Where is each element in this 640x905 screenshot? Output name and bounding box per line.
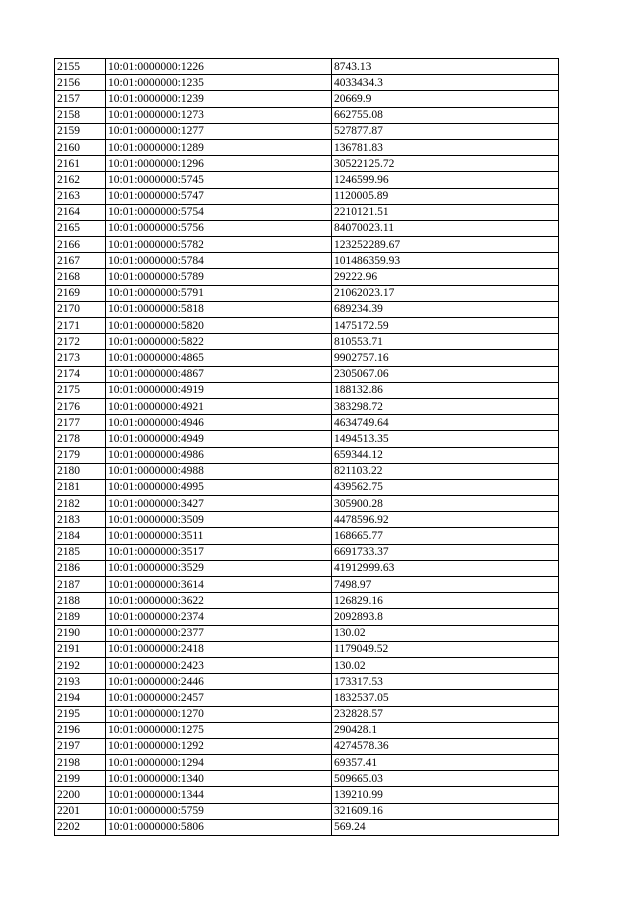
row-number-cell: 2197	[55, 738, 106, 754]
row-number-cell: 2189	[55, 609, 106, 625]
table-row	[55, 220, 559, 236]
row-number-cell: 2184	[55, 528, 106, 544]
cadastral-number-cell: 10:01:0000000:3509	[106, 512, 332, 528]
table-row	[55, 463, 559, 479]
table-row	[55, 787, 559, 803]
value-cell: 2305067.06	[332, 366, 559, 382]
value-cell: 123252289.67	[332, 237, 559, 253]
value-cell: 30522125.72	[332, 156, 559, 172]
value-cell: 8743.13	[332, 59, 559, 75]
table-row	[55, 253, 559, 269]
value-cell: 84070023.11	[332, 220, 559, 236]
value-cell: 290428.1	[332, 722, 559, 738]
value-cell: 188132.86	[332, 382, 559, 398]
row-number-cell: 2166	[55, 237, 106, 253]
row-number-cell: 2190	[55, 625, 106, 641]
row-number-cell: 2180	[55, 463, 106, 479]
cadastral-number-cell: 10:01:0000000:4949	[106, 431, 332, 447]
table-row	[55, 625, 559, 641]
value-cell: 4274578.36	[332, 738, 559, 754]
table-row	[55, 657, 559, 673]
cadastral-number-cell: 10:01:0000000:2374	[106, 609, 332, 625]
value-cell: 569.24	[332, 819, 559, 835]
table-row	[55, 204, 559, 220]
row-number-cell: 2193	[55, 674, 106, 690]
value-cell: 1475172.59	[332, 318, 559, 334]
cadastral-number-cell: 10:01:0000000:1296	[106, 156, 332, 172]
row-number-cell: 2158	[55, 107, 106, 123]
row-number-cell: 2188	[55, 593, 106, 609]
table-row	[55, 269, 559, 285]
value-cell: 173317.53	[332, 674, 559, 690]
table-row	[55, 819, 559, 835]
value-cell: 1494513.35	[332, 431, 559, 447]
cadastral-number-cell: 10:01:0000000:4867	[106, 366, 332, 382]
row-number-cell: 2202	[55, 819, 106, 835]
row-number-cell: 2175	[55, 382, 106, 398]
row-number-cell: 2165	[55, 220, 106, 236]
table-row	[55, 560, 559, 576]
value-cell: 29222.96	[332, 269, 559, 285]
row-number-cell: 2201	[55, 803, 106, 819]
row-number-cell: 2200	[55, 787, 106, 803]
table-row	[55, 139, 559, 155]
row-number-cell: 2186	[55, 560, 106, 576]
data-table	[54, 58, 559, 836]
table-row	[55, 431, 559, 447]
cadastral-number-cell: 10:01:0000000:1344	[106, 787, 332, 803]
cadastral-number-cell: 10:01:0000000:3511	[106, 528, 332, 544]
table-row	[55, 755, 559, 771]
row-number-cell: 2161	[55, 156, 106, 172]
value-cell: 509665.03	[332, 771, 559, 787]
table-row	[55, 447, 559, 463]
cadastral-number-cell: 10:01:0000000:5784	[106, 253, 332, 269]
cadastral-number-cell: 10:01:0000000:1340	[106, 771, 332, 787]
table-row	[55, 123, 559, 139]
row-number-cell: 2183	[55, 512, 106, 528]
value-cell: 2210121.51	[332, 204, 559, 220]
table-row	[55, 415, 559, 431]
value-cell: 69357.41	[332, 755, 559, 771]
value-cell: 439562.75	[332, 479, 559, 495]
table-row	[55, 188, 559, 204]
row-number-cell: 2182	[55, 496, 106, 512]
table-row	[55, 285, 559, 301]
cadastral-number-cell: 10:01:0000000:3622	[106, 593, 332, 609]
row-number-cell: 2187	[55, 577, 106, 593]
row-number-cell: 2194	[55, 690, 106, 706]
value-cell: 662755.08	[332, 107, 559, 123]
cadastral-number-cell: 10:01:0000000:4986	[106, 447, 332, 463]
table-row	[55, 690, 559, 706]
row-number-cell: 2167	[55, 253, 106, 269]
value-cell: 4478596.92	[332, 512, 559, 528]
value-cell: 1246599.96	[332, 172, 559, 188]
value-cell: 4634749.64	[332, 415, 559, 431]
table-row	[55, 382, 559, 398]
table-row	[55, 479, 559, 495]
row-number-cell: 2157	[55, 91, 106, 107]
value-cell: 689234.39	[332, 301, 559, 317]
row-number-cell: 2171	[55, 318, 106, 334]
cadastral-number-cell: 10:01:0000000:1275	[106, 722, 332, 738]
value-cell: 321609.16	[332, 803, 559, 819]
table-row	[55, 528, 559, 544]
row-number-cell: 2169	[55, 285, 106, 301]
value-cell: 126829.16	[332, 593, 559, 609]
cadastral-number-cell: 10:01:0000000:1289	[106, 139, 332, 155]
value-cell: 130.02	[332, 657, 559, 673]
table-row	[55, 609, 559, 625]
value-cell: 232828.57	[332, 706, 559, 722]
cadastral-number-cell: 10:01:0000000:4865	[106, 350, 332, 366]
row-number-cell: 2181	[55, 479, 106, 495]
cadastral-number-cell: 10:01:0000000:5782	[106, 237, 332, 253]
value-cell: 21062023.17	[332, 285, 559, 301]
cadastral-number-cell: 10:01:0000000:3427	[106, 496, 332, 512]
cadastral-number-cell: 10:01:0000000:1273	[106, 107, 332, 123]
cadastral-number-cell: 10:01:0000000:5747	[106, 188, 332, 204]
row-number-cell: 2176	[55, 398, 106, 414]
table-row	[55, 593, 559, 609]
value-cell: 41912999.63	[332, 560, 559, 576]
table-row	[55, 674, 559, 690]
table-row	[55, 722, 559, 738]
value-cell: 6691733.37	[332, 544, 559, 560]
cadastral-number-cell: 10:01:0000000:5822	[106, 334, 332, 350]
table-row	[55, 237, 559, 253]
table-row	[55, 738, 559, 754]
cadastral-number-cell: 10:01:0000000:3614	[106, 577, 332, 593]
cadastral-number-cell: 10:01:0000000:5745	[106, 172, 332, 188]
table-row	[55, 641, 559, 657]
row-number-cell: 2162	[55, 172, 106, 188]
cadastral-number-cell: 10:01:0000000:5756	[106, 220, 332, 236]
value-cell: 20669.9	[332, 91, 559, 107]
row-number-cell: 2156	[55, 75, 106, 91]
cadastral-number-cell: 10:01:0000000:4921	[106, 398, 332, 414]
cadastral-number-cell: 10:01:0000000:4995	[106, 479, 332, 495]
table-row	[55, 156, 559, 172]
table-row	[55, 172, 559, 188]
row-number-cell: 2164	[55, 204, 106, 220]
row-number-cell: 2192	[55, 657, 106, 673]
row-number-cell: 2179	[55, 447, 106, 463]
row-number-cell: 2177	[55, 415, 106, 431]
row-number-cell: 2160	[55, 139, 106, 155]
cadastral-number-cell: 10:01:0000000:1270	[106, 706, 332, 722]
value-cell: 810553.71	[332, 334, 559, 350]
cadastral-number-cell: 10:01:0000000:2377	[106, 625, 332, 641]
row-number-cell: 2170	[55, 301, 106, 317]
cadastral-number-cell: 10:01:0000000:1226	[106, 59, 332, 75]
row-number-cell: 2196	[55, 722, 106, 738]
cadastral-number-cell: 10:01:0000000:1277	[106, 123, 332, 139]
row-number-cell: 2172	[55, 334, 106, 350]
table-row	[55, 398, 559, 414]
table-row	[55, 803, 559, 819]
row-number-cell: 2198	[55, 755, 106, 771]
table-row	[55, 771, 559, 787]
value-cell: 1832537.05	[332, 690, 559, 706]
value-cell: 527877.87	[332, 123, 559, 139]
cadastral-number-cell: 10:01:0000000:2457	[106, 690, 332, 706]
row-number-cell: 2173	[55, 350, 106, 366]
value-cell: 1120005.89	[332, 188, 559, 204]
table-row	[55, 91, 559, 107]
value-cell: 659344.12	[332, 447, 559, 463]
row-number-cell: 2168	[55, 269, 106, 285]
cadastral-number-cell: 10:01:0000000:4919	[106, 382, 332, 398]
cadastral-number-cell: 10:01:0000000:2418	[106, 641, 332, 657]
cadastral-number-cell: 10:01:0000000:2423	[106, 657, 332, 673]
cadastral-number-cell: 10:01:0000000:5754	[106, 204, 332, 220]
table-body	[55, 59, 559, 836]
value-cell: 4033434.3	[332, 75, 559, 91]
cadastral-number-cell: 10:01:0000000:1239	[106, 91, 332, 107]
value-cell: 101486359.93	[332, 253, 559, 269]
table-row	[55, 350, 559, 366]
value-cell: 1179049.52	[332, 641, 559, 657]
table-row	[55, 334, 559, 350]
table-row	[55, 318, 559, 334]
cadastral-number-cell: 10:01:0000000:2446	[106, 674, 332, 690]
cadastral-number-cell: 10:01:0000000:5818	[106, 301, 332, 317]
cadastral-number-cell: 10:01:0000000:5806	[106, 819, 332, 835]
value-cell: 139210.99	[332, 787, 559, 803]
value-cell: 383298.72	[332, 398, 559, 414]
value-cell: 9902757.16	[332, 350, 559, 366]
row-number-cell: 2178	[55, 431, 106, 447]
cadastral-number-cell: 10:01:0000000:5820	[106, 318, 332, 334]
table-row	[55, 577, 559, 593]
cadastral-number-cell: 10:01:0000000:3529	[106, 560, 332, 576]
cadastral-number-cell: 10:01:0000000:1292	[106, 738, 332, 754]
cadastral-number-cell: 10:01:0000000:5759	[106, 803, 332, 819]
row-number-cell: 2191	[55, 641, 106, 657]
row-number-cell: 2174	[55, 366, 106, 382]
row-number-cell: 2159	[55, 123, 106, 139]
row-number-cell: 2185	[55, 544, 106, 560]
table-row	[55, 544, 559, 560]
table-row	[55, 75, 559, 91]
cadastral-number-cell: 10:01:0000000:4946	[106, 415, 332, 431]
cadastral-number-cell: 10:01:0000000:5789	[106, 269, 332, 285]
cadastral-number-cell: 10:01:0000000:4988	[106, 463, 332, 479]
table-row	[55, 107, 559, 123]
row-number-cell: 2195	[55, 706, 106, 722]
value-cell: 130.02	[332, 625, 559, 641]
table-row	[55, 496, 559, 512]
value-cell: 821103.22	[332, 463, 559, 479]
row-number-cell: 2199	[55, 771, 106, 787]
value-cell: 7498.97	[332, 577, 559, 593]
cadastral-number-cell: 10:01:0000000:1235	[106, 75, 332, 91]
table-row	[55, 59, 559, 75]
value-cell: 305900.28	[332, 496, 559, 512]
cadastral-number-cell: 10:01:0000000:3517	[106, 544, 332, 560]
value-cell: 168665.77	[332, 528, 559, 544]
cadastral-number-cell: 10:01:0000000:1294	[106, 755, 332, 771]
table-row	[55, 706, 559, 722]
row-number-cell: 2163	[55, 188, 106, 204]
row-number-cell: 2155	[55, 59, 106, 75]
table-row	[55, 512, 559, 528]
value-cell: 2092893.8	[332, 609, 559, 625]
cadastral-number-cell: 10:01:0000000:5791	[106, 285, 332, 301]
table-row	[55, 366, 559, 382]
value-cell: 136781.83	[332, 139, 559, 155]
table-row	[55, 301, 559, 317]
